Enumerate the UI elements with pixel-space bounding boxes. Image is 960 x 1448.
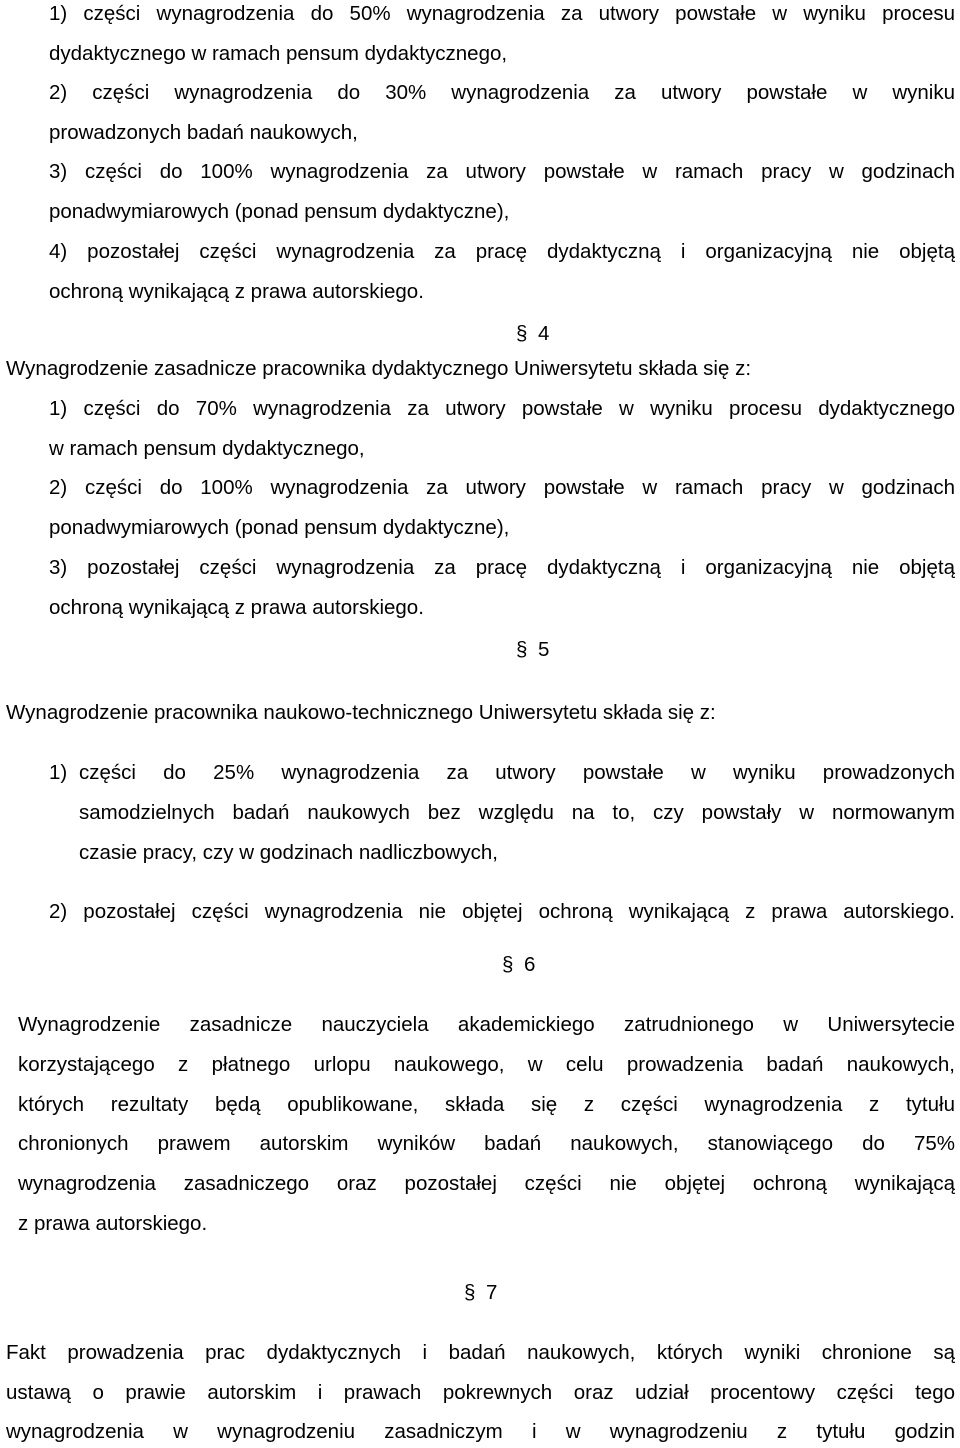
block1-line-4: prowadzonych badań naukowych, [49, 121, 358, 144]
section-7-line-2: ustawą o prawie autorskim i prawach pokrewnych oraz udział procentowy części tego [6, 1381, 955, 1404]
section-4-line-5: ponadwymiarowych (ponad pensum dydaktyczne), [49, 516, 510, 539]
section-number: 6 [524, 953, 536, 976]
section-sign: § [502, 953, 514, 976]
section-4-intro: Wynagrodzenie zasadnicze pracownika dydaktycznego Uniwersytetu składa się z: [6, 357, 752, 380]
section-4-line-3: w ramach pensum dydaktycznego, [49, 437, 365, 460]
section-4-line-7: ochroną wynikającą z prawa autorskiego. [49, 596, 424, 619]
section-4-line-2: 1) części do 70% wynagrodzenia za utwory powstałe w wyniku procesu dydaktycznego [49, 397, 955, 420]
section-6-line-4: chronionych prawem autorskim wyników badań naukowych, stanowiącego do 75% [18, 1132, 955, 1155]
block1-line-8: ochroną wynikającą z prawa autorskiego. [49, 280, 424, 303]
section-6-line-1: Wynagrodzenie zasadnicze nauczyciela akademickiego zatrudnionego w Uniwersytecie [18, 1013, 955, 1036]
section-sign: § [516, 638, 528, 661]
section-6-line-3: których rezultaty będą opublikowane, składa się z części wynagrodzenia z tytułu [18, 1093, 955, 1116]
section-6-line-5: wynagrodzenia zasadniczego oraz pozostałej części nie objętej ochroną wynikającą [18, 1172, 955, 1195]
section-5-item-1-line-3: czasie pracy, czy w godzinach nadliczbowych, [79, 841, 498, 864]
section-sign: § [516, 322, 528, 345]
block1-line-6: ponadwymiarowych (ponad pensum dydaktyczne), [49, 200, 510, 223]
section-4-line-6: 3) pozostałej części wynagrodzenia za pracę dydaktyczną i organizacyjną nie objętą [49, 556, 955, 579]
section-4-line-4: 2) części do 100% wynagrodzenia za utwory powstałe w ramach pracy w godzinach [49, 476, 955, 499]
section-5-item-1-line-1: części do 25% wynagrodzenia za utwory powstałe w wyniku prowadzonych [79, 761, 955, 784]
section-5-heading [516, 638, 549, 662]
block1-line-2: dydaktycznego w ramach pensum dydaktycznego, [49, 42, 508, 65]
section-sign: § [464, 1281, 476, 1304]
section-6-heading [502, 953, 535, 977]
block1-line-1: 1) części wynagrodzenia do 50% wynagrodzenia za utwory powstałe w wyniku procesu [49, 2, 955, 25]
block1-line-5: 3) części do 100% wynagrodzenia za utwory powstałe w ramach pracy w godzinach [49, 160, 955, 183]
section-5-item-1-marker: 1) [49, 761, 68, 784]
section-4-heading [516, 322, 549, 346]
section-number: 7 [486, 1281, 498, 1304]
section-5-item-1-line-2: samodzielnych badań naukowych bez względu na to, czy powstały w normowanym [79, 801, 955, 824]
section-7-line-3: wynagrodzenia w wynagrodzeniu zasadniczym i w wynagrodzeniu z tytułu godzin [6, 1420, 955, 1443]
section-number: 5 [538, 638, 550, 661]
section-5-intro: Wynagrodzenie pracownika naukowo-technicznego Uniwersytetu składa się z: [6, 701, 716, 724]
block1-line-3: 2) części wynagrodzenia do 30% wynagrodzenia za utwory powstałe w wyniku [49, 81, 955, 104]
section-5-item-2: 2) pozostałej części wynagrodzenia nie objętej ochroną wynikającą z prawa autorskiego. [49, 900, 955, 923]
section-7-heading [464, 1281, 497, 1305]
section-7-line-1: Fakt prowadzenia prac dydaktycznych i badań naukowych, których wyniki chronione są [6, 1341, 955, 1364]
block1-line-7: 4) pozostałej części wynagrodzenia za pracę dydaktyczną i organizacyjną nie objętą [49, 240, 955, 263]
section-6-line-2: korzystającego z płatnego urlopu naukowego, w celu prowadzenia badań naukowych, [18, 1053, 955, 1076]
section-6-line-6: z prawa autorskiego. [18, 1212, 208, 1235]
section-number: 4 [538, 322, 550, 345]
